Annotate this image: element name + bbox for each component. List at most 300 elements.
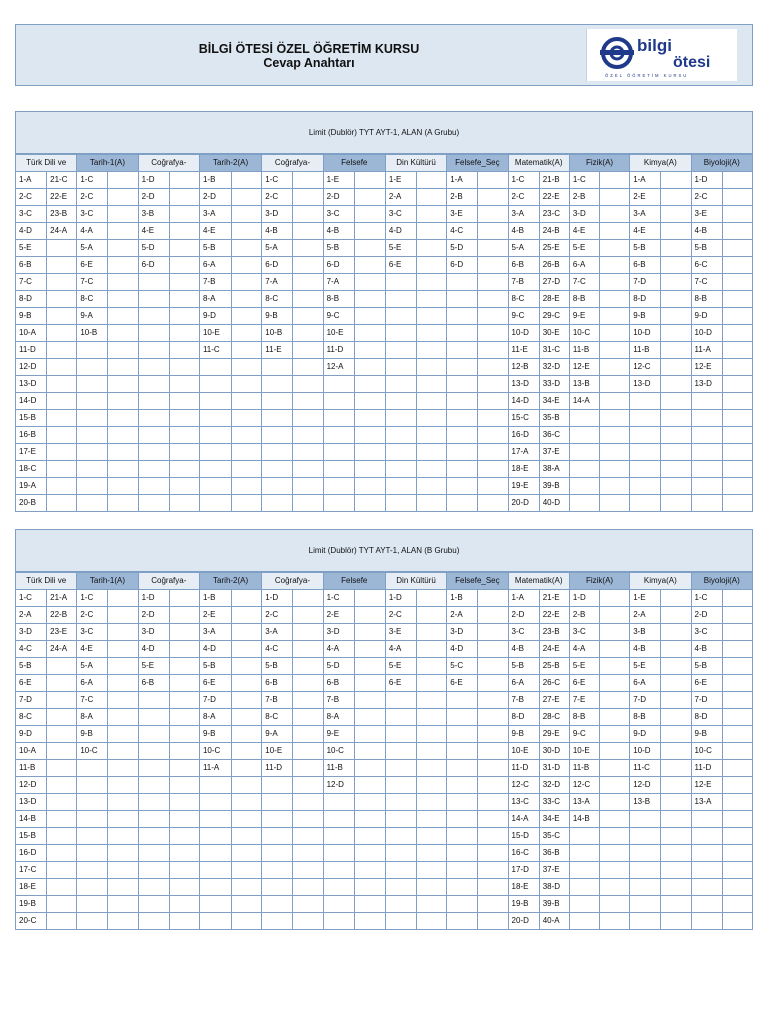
answer-cell (138, 427, 169, 444)
answer-cell (108, 291, 138, 308)
answer-cell (417, 359, 447, 376)
answer-cell (47, 709, 77, 726)
answer-cell: 8-D (508, 709, 539, 726)
answer-cell: 8-A (199, 291, 231, 308)
answer-cell (417, 376, 447, 393)
answer-cell (169, 896, 199, 913)
answer-cell (232, 607, 262, 624)
answer-cell: 25-B (539, 658, 569, 675)
answer-cell: 40-A (539, 913, 569, 930)
answer-cell (354, 291, 385, 308)
answer-cell (447, 308, 478, 325)
answer-cell (417, 692, 447, 709)
answer-cell: 16-D (16, 845, 47, 862)
answer-cell (447, 743, 478, 760)
answer-cell (169, 624, 199, 641)
answer-cell: 17-D (508, 862, 539, 879)
answer-cell (722, 896, 752, 913)
answer-cell (293, 376, 323, 393)
answer-cell: 1-A (16, 172, 47, 189)
answer-cell (600, 257, 630, 274)
answer-cell: 22-E (539, 607, 569, 624)
answer-cell (262, 811, 293, 828)
answer-cell (293, 410, 323, 427)
answer-cell: 2-D (138, 189, 169, 206)
answer-cell (232, 393, 262, 410)
answer-cell (447, 760, 478, 777)
answer-cell (262, 376, 293, 393)
answer-cell (47, 896, 77, 913)
answer-cell (385, 376, 416, 393)
answer-cell: 4-B (630, 641, 661, 658)
answer-cell (447, 726, 478, 743)
group-b-column-header: Coğrafya- (262, 573, 323, 590)
answer-cell (478, 760, 508, 777)
answer-cell (293, 879, 323, 896)
answer-cell (138, 308, 169, 325)
answer-cell (478, 257, 508, 274)
answer-cell (47, 444, 77, 461)
answer-cell: 23-E (47, 624, 77, 641)
answer-cell (108, 461, 138, 478)
answer-cell (293, 828, 323, 845)
answer-cell (447, 325, 478, 342)
answer-cell (722, 624, 752, 641)
answer-cell (108, 444, 138, 461)
answer-cell (138, 913, 169, 930)
answer-cell (47, 760, 77, 777)
answer-cell: 8-C (77, 291, 108, 308)
answer-cell (722, 590, 752, 607)
answer-cell (293, 478, 323, 495)
answer-cell: 1-C (691, 590, 722, 607)
answer-cell (262, 896, 293, 913)
answer-cell (385, 359, 416, 376)
answer-cell: 5-A (508, 240, 539, 257)
answer-cell (169, 913, 199, 930)
answer-cell (417, 726, 447, 743)
answer-cell (108, 726, 138, 743)
answer-cell: 11-D (323, 342, 354, 359)
answer-cell (478, 495, 508, 512)
table-row (16, 223, 753, 240)
answer-cell (600, 879, 630, 896)
answer-cell: 3-C (323, 206, 354, 223)
answer-cell: 10-C (323, 743, 354, 760)
answer-cell: 22-E (539, 189, 569, 206)
answer-cell (722, 726, 752, 743)
answer-cell (262, 879, 293, 896)
answer-cell (108, 478, 138, 495)
answer-cell: 7-D (630, 274, 661, 291)
answer-cell (661, 410, 691, 427)
answer-cell: 22-B (47, 607, 77, 624)
answer-cell (169, 461, 199, 478)
answer-cell: 4-A (569, 641, 599, 658)
answer-cell (293, 658, 323, 675)
answer-cell (691, 410, 722, 427)
answer-cell (138, 794, 169, 811)
answer-cell (447, 444, 478, 461)
answer-cell (138, 410, 169, 427)
answer-cell (661, 376, 691, 393)
group-a-column-header: Fizik(A) (569, 155, 629, 172)
answer-cell (262, 777, 293, 794)
answer-cell: 9-A (262, 726, 293, 743)
answer-cell (569, 444, 599, 461)
answer-cell (354, 427, 385, 444)
answer-cell (354, 376, 385, 393)
answer-cell (661, 658, 691, 675)
answer-cell (169, 794, 199, 811)
answer-cell (323, 495, 354, 512)
answer-cell (138, 461, 169, 478)
answer-cell (108, 641, 138, 658)
answer-cell (600, 845, 630, 862)
answer-cell: 12-D (323, 777, 354, 794)
answer-cell (417, 811, 447, 828)
answer-cell (354, 325, 385, 342)
answer-cell (600, 376, 630, 393)
answer-cell (569, 478, 599, 495)
group-b-column-header: Fizik(A) (569, 573, 629, 590)
answer-cell: 8-B (691, 291, 722, 308)
answer-cell (661, 726, 691, 743)
answer-cell (385, 709, 416, 726)
answer-cell (600, 172, 630, 189)
answer-cell (722, 811, 752, 828)
answer-cell: 31-D (539, 760, 569, 777)
answer-cell (354, 240, 385, 257)
answer-cell (478, 478, 508, 495)
answer-cell (600, 308, 630, 325)
answer-cell (600, 913, 630, 930)
answer-cell: 24-E (539, 641, 569, 658)
answer-cell (478, 342, 508, 359)
answer-cell: 19-B (16, 896, 47, 913)
answer-cell (108, 427, 138, 444)
answer-cell (447, 794, 478, 811)
answer-cell (138, 777, 169, 794)
answer-cell (417, 461, 447, 478)
answer-cell: 4-B (691, 223, 722, 240)
answer-cell: 4-C (16, 641, 47, 658)
answer-cell: 2-D (138, 607, 169, 624)
answer-cell: 40-D (539, 495, 569, 512)
group-a-column-header: Türk Dili ve (16, 155, 77, 172)
answer-cell (108, 274, 138, 291)
answer-cell (108, 624, 138, 641)
answer-cell (600, 461, 630, 478)
answer-cell (169, 828, 199, 845)
answer-cell: 9-C (508, 308, 539, 325)
table-row (16, 308, 753, 325)
answer-cell: 6-E (199, 675, 231, 692)
answer-cell: 1-D (262, 590, 293, 607)
answer-cell: 1-A (508, 590, 539, 607)
answer-cell (600, 896, 630, 913)
answer-cell (478, 359, 508, 376)
answer-cell (323, 879, 354, 896)
answer-cell: 2-C (262, 607, 293, 624)
answer-cell (417, 257, 447, 274)
answer-cell (478, 172, 508, 189)
answer-cell (354, 607, 385, 624)
answer-cell (722, 760, 752, 777)
answer-cell (169, 359, 199, 376)
answer-cell: 10-C (691, 743, 722, 760)
answer-cell (600, 189, 630, 206)
answer-cell (417, 624, 447, 641)
answer-cell: 3-D (447, 624, 478, 641)
answer-cell (385, 274, 416, 291)
answer-cell (323, 478, 354, 495)
answer-cell: 20-D (508, 495, 539, 512)
answer-cell: 7-C (77, 274, 108, 291)
answer-cell (108, 206, 138, 223)
answer-cell: 4-E (77, 641, 108, 658)
answer-cell: 5-D (138, 240, 169, 257)
answer-cell (232, 444, 262, 461)
answer-cell (232, 692, 262, 709)
answer-cell (354, 257, 385, 274)
answer-cell (722, 393, 752, 410)
answer-cell (722, 675, 752, 692)
answer-cell: 1-C (77, 172, 108, 189)
group-a-column-header: Biyoloji(A) (691, 155, 752, 172)
answer-cell (47, 478, 77, 495)
answer-cell (169, 308, 199, 325)
answer-cell (661, 641, 691, 658)
answer-cell (417, 393, 447, 410)
answer-cell (293, 359, 323, 376)
group-b-column-header: Coğrafya- (138, 573, 199, 590)
answer-cell: 5-E (569, 240, 599, 257)
answer-cell (138, 274, 169, 291)
answer-cell (722, 692, 752, 709)
answer-cell: 7-C (16, 274, 47, 291)
answer-cell (169, 777, 199, 794)
answer-cell (108, 359, 138, 376)
answer-cell (417, 478, 447, 495)
answer-cell (199, 393, 231, 410)
answer-cell (77, 393, 108, 410)
answer-cell (293, 845, 323, 862)
answer-cell (691, 393, 722, 410)
answer-cell: 12-C (508, 777, 539, 794)
answer-cell: 6-D (323, 257, 354, 274)
answer-cell (600, 206, 630, 223)
answer-cell (169, 478, 199, 495)
group-a-column-header: Felsefe (323, 155, 385, 172)
answer-cell (722, 240, 752, 257)
answer-cell (232, 274, 262, 291)
answer-cell (661, 709, 691, 726)
answer-cell (199, 845, 231, 862)
answer-cell: 8-D (16, 291, 47, 308)
answer-cell (77, 410, 108, 427)
answer-cell: 8-B (323, 291, 354, 308)
answer-cell (385, 342, 416, 359)
answer-cell: 11-B (630, 342, 661, 359)
answer-cell (600, 675, 630, 692)
answer-cell (478, 206, 508, 223)
table-row (16, 291, 753, 308)
answer-cell: 4-A (323, 641, 354, 658)
answer-cell (354, 760, 385, 777)
answer-cell: 12-E (569, 359, 599, 376)
answer-cell: 6-E (16, 675, 47, 692)
answer-cell (138, 811, 169, 828)
answer-cell: 14-D (508, 393, 539, 410)
answer-cell (354, 692, 385, 709)
answer-cell (691, 495, 722, 512)
answer-cell (47, 342, 77, 359)
answer-cell (722, 427, 752, 444)
answer-cell (323, 427, 354, 444)
answer-cell (199, 862, 231, 879)
answer-cell (199, 444, 231, 461)
answer-cell: 7-A (323, 274, 354, 291)
answer-cell (354, 709, 385, 726)
answer-cell (293, 777, 323, 794)
answer-cell (478, 828, 508, 845)
answer-cell (661, 743, 691, 760)
answer-cell (47, 692, 77, 709)
answer-cell (447, 495, 478, 512)
answer-cell (661, 777, 691, 794)
answer-cell (293, 495, 323, 512)
answer-cell (138, 478, 169, 495)
table-row (16, 240, 753, 257)
answer-cell (722, 845, 752, 862)
answer-cell: 6-C (691, 257, 722, 274)
answer-cell (661, 206, 691, 223)
table-row (16, 641, 753, 658)
group-b-column-header: Kimya(A) (630, 573, 691, 590)
answer-cell (417, 777, 447, 794)
answer-cell (262, 393, 293, 410)
answer-cell (138, 325, 169, 342)
answer-cell (661, 692, 691, 709)
answer-cell: 10-E (323, 325, 354, 342)
answer-cell (293, 342, 323, 359)
answer-cell (323, 896, 354, 913)
answer-cell (232, 811, 262, 828)
answer-cell (478, 189, 508, 206)
group-a-column-header: Coğrafya- (138, 155, 199, 172)
answer-cell: 28-E (539, 291, 569, 308)
answer-cell (138, 726, 169, 743)
answer-cell (232, 777, 262, 794)
answer-cell (722, 709, 752, 726)
answer-cell: 8-B (569, 709, 599, 726)
answer-cell (661, 257, 691, 274)
answer-cell: 20-B (16, 495, 47, 512)
answer-cell (600, 359, 630, 376)
answer-cell (354, 862, 385, 879)
answer-cell (293, 675, 323, 692)
table-row (16, 478, 753, 495)
table-row (16, 274, 753, 291)
answer-cell: 17-A (508, 444, 539, 461)
answer-cell (293, 189, 323, 206)
answer-cell: 9-B (508, 726, 539, 743)
answer-cell (661, 172, 691, 189)
answer-cell (354, 845, 385, 862)
answer-cell: 9-A (77, 308, 108, 325)
answer-cell (47, 743, 77, 760)
answer-cell (262, 427, 293, 444)
answer-cell: 3-C (77, 624, 108, 641)
answer-cell: 10-D (691, 325, 722, 342)
answer-cell: 1-E (385, 172, 416, 189)
answer-cell: 2-E (630, 189, 661, 206)
group-b-table (15, 572, 753, 930)
answer-cell (661, 478, 691, 495)
answer-cell (77, 461, 108, 478)
answer-cell (447, 359, 478, 376)
answer-cell (447, 845, 478, 862)
answer-cell (47, 913, 77, 930)
answer-cell (478, 675, 508, 692)
answer-cell (232, 709, 262, 726)
answer-cell (232, 478, 262, 495)
answer-cell (447, 478, 478, 495)
answer-cell: 3-D (16, 624, 47, 641)
answer-cell: 13-D (630, 376, 661, 393)
table-row (16, 726, 753, 743)
answer-cell: 8-B (569, 291, 599, 308)
answer-cell (262, 478, 293, 495)
answer-cell: 3-B (138, 206, 169, 223)
answer-cell (293, 257, 323, 274)
answer-cell (722, 308, 752, 325)
answer-cell: 5-E (385, 658, 416, 675)
answer-cell (354, 590, 385, 607)
answer-cell (661, 444, 691, 461)
answer-cell: 5-A (77, 658, 108, 675)
answer-cell (661, 427, 691, 444)
answer-cell: 27-E (539, 692, 569, 709)
answer-cell (323, 444, 354, 461)
answer-cell (478, 376, 508, 393)
answer-cell: 7-C (691, 274, 722, 291)
answer-cell: 13-A (691, 794, 722, 811)
answer-cell (600, 342, 630, 359)
answer-cell: 3-D (138, 624, 169, 641)
answer-cell (385, 291, 416, 308)
answer-cell: 11-D (16, 342, 47, 359)
answer-cell (478, 444, 508, 461)
answer-cell: 1-D (138, 172, 169, 189)
answer-cell (169, 692, 199, 709)
answer-cell: 6-E (385, 257, 416, 274)
answer-cell (600, 274, 630, 291)
answer-cell: 9-B (262, 308, 293, 325)
answer-cell (722, 444, 752, 461)
answer-cell (354, 223, 385, 240)
answer-cell: 3-C (16, 206, 47, 223)
answer-cell: 24-A (47, 223, 77, 240)
answer-cell: 5-E (138, 658, 169, 675)
answer-cell (169, 223, 199, 240)
answer-cell (199, 495, 231, 512)
answer-cell: 1-B (199, 590, 231, 607)
answer-cell (354, 308, 385, 325)
answer-cell (293, 794, 323, 811)
answer-cell (293, 726, 323, 743)
